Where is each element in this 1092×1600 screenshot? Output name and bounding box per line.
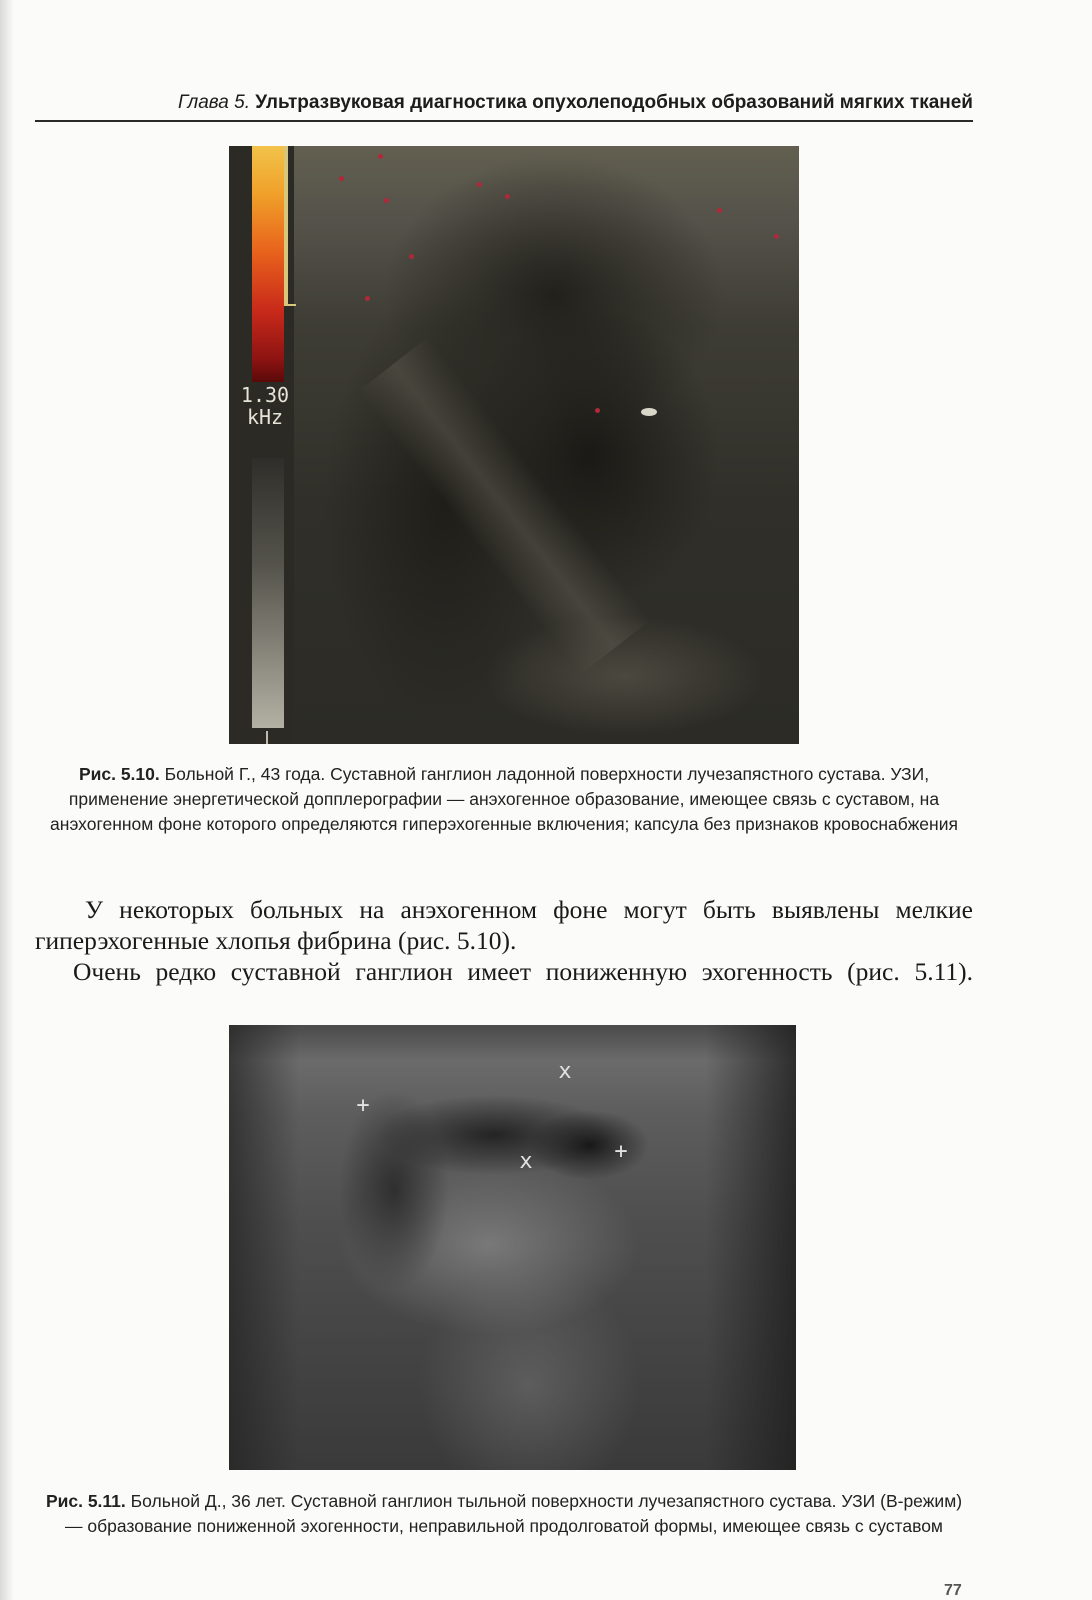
scale-divider <box>284 146 288 306</box>
doppler-signal-dot <box>365 296 370 301</box>
page-edge-shadow <box>0 0 14 1600</box>
doppler-color-scale <box>252 146 284 382</box>
image-shadow-left <box>229 1025 299 1470</box>
caliper-cross-marker: x <box>519 1149 533 1174</box>
hyperechoic-inclusion <box>641 408 657 416</box>
image-shadow-right <box>706 1025 796 1470</box>
body-paragraph: У некоторых больных на анэхогенном фоне могут быть выявлены мелкие гиперэхогенные хлопья фибрина (рис. 5.10). <box>35 895 973 955</box>
doppler-scale-unit: kHz <box>246 405 284 429</box>
doppler-signal-dot <box>774 234 779 239</box>
doppler-signal-dot <box>505 194 510 199</box>
chapter-title: Ультразвуковая диагностика опухолеподобных образований мягких тканей <box>255 92 973 113</box>
scale-tick <box>284 304 296 306</box>
running-header <box>35 88 973 122</box>
caliper-plus-marker: + <box>614 1139 628 1164</box>
caliper-cross-marker: x <box>558 1059 572 1084</box>
page-number: 77 <box>944 1582 962 1599</box>
grayscale-tick <box>266 731 268 744</box>
doppler-scale-value: 1.30 <box>240 383 290 407</box>
grayscale-bar <box>252 458 284 728</box>
figure-5-10-doppler-image <box>229 146 799 744</box>
figure-5-11-caption-text: Больной Д., 36 лет. Суставной ганглион тыльной поверхности лучезапястного сустава. УЗИ (B-режим) — образование пониженной эхогенности, неправильной продолговатой формы, имеющее связь с суставом <box>65 1491 963 1536</box>
doppler-signal-dot <box>595 408 600 413</box>
figure-5-11-label: Рис. 5.11. <box>45 1491 126 1511</box>
ultrasound-scan-area <box>294 146 799 744</box>
doppler-signal-dot <box>339 176 344 181</box>
figure-5-10-caption <box>35 762 973 837</box>
body-paragraph: Очень редко суставной ганглион имеет пониженную эхогенность (рис. 5.11). <box>73 957 973 986</box>
doppler-signal-dot <box>378 154 383 159</box>
chapter-label: Глава 5. <box>178 92 250 113</box>
figure-5-10-caption-text: Больной Г., 43 года. Суставной ганглион ладонной поверхности лучезапястного сустава. УЗИ, применение энергетической допплерографии — анэхогенное образование, имеющее связь с суставом, на анэхогенном фоне которого определяются гиперэхогенные включения; капсула без признаков кровоснабжения <box>50 764 958 834</box>
caliper-plus-marker: + <box>356 1093 370 1118</box>
doppler-signal-dot <box>477 182 482 187</box>
doppler-signal-dot <box>384 198 389 203</box>
doppler-signal-dot <box>717 208 722 213</box>
figure-5-11-bmode-image <box>229 1025 796 1470</box>
figure-5-11-caption <box>35 1489 973 1539</box>
figure-5-10-label: Рис. 5.10. <box>78 764 160 784</box>
doppler-signal-dot <box>409 254 414 259</box>
